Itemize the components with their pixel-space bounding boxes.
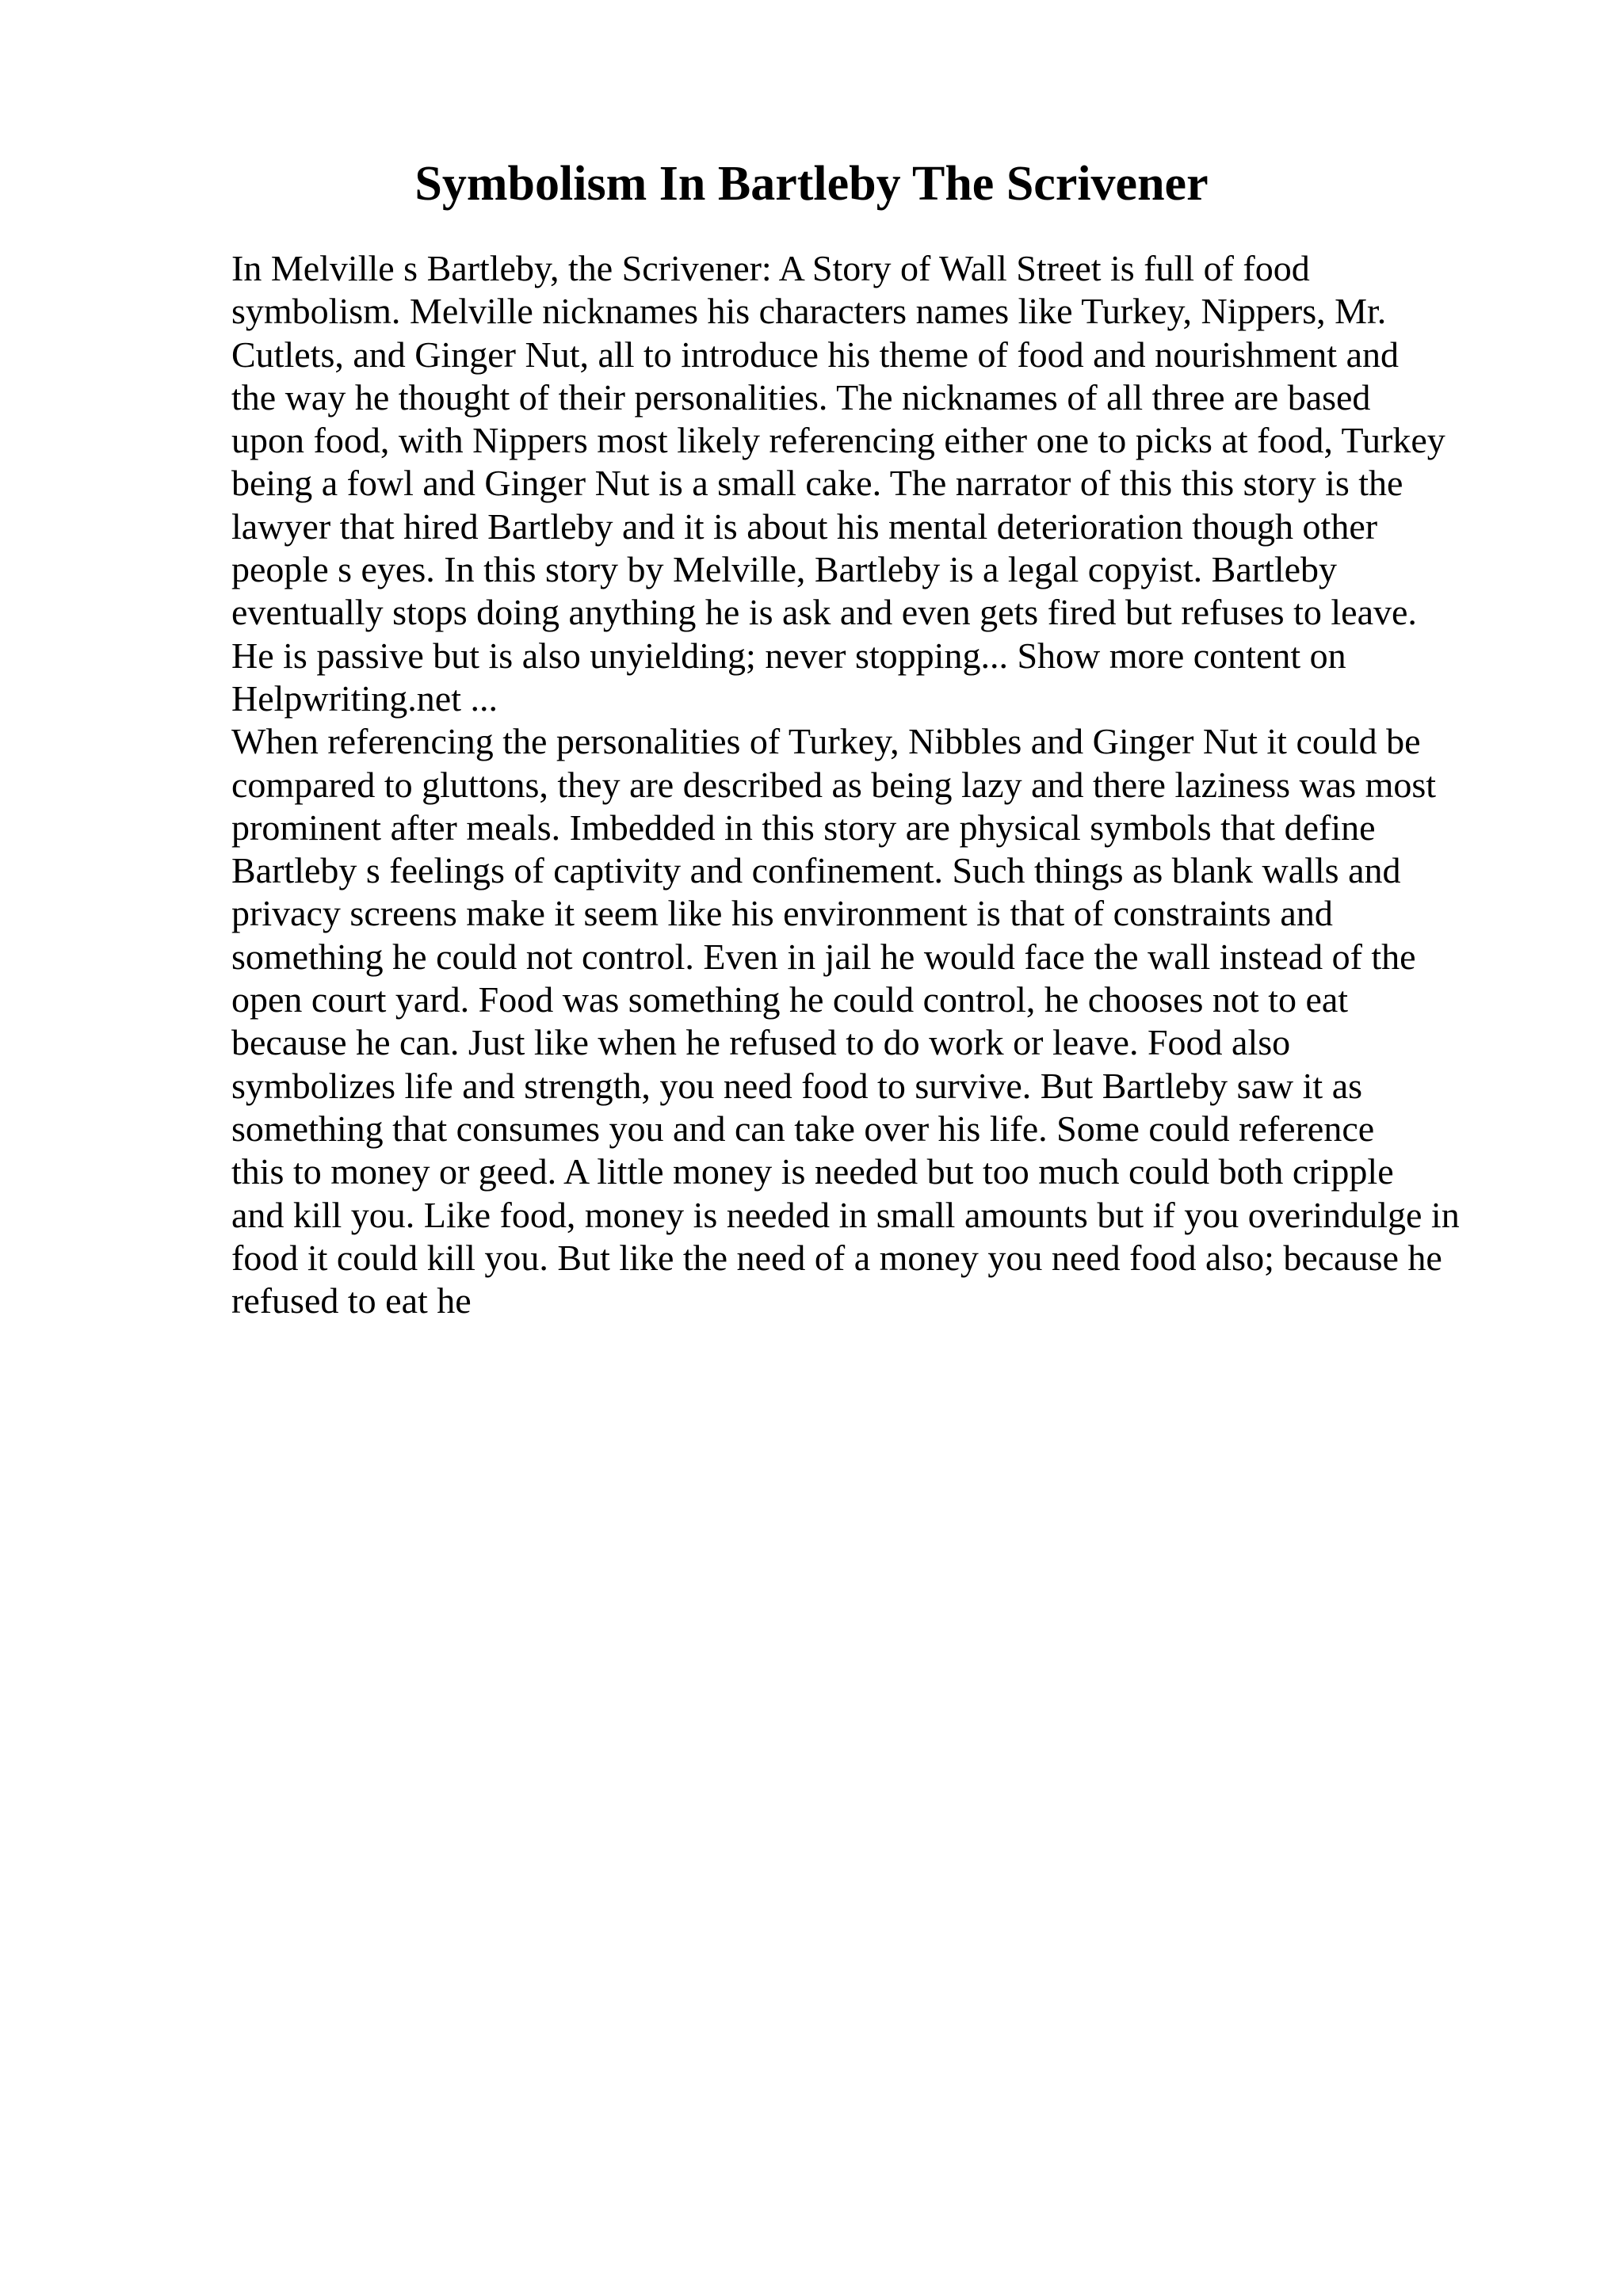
body-line: privacy screens make it seem like his environment is that of constraints and [231,893,1333,934]
body-line: Bartleby s feelings of captivity and confinement. Such things as blank walls and [231,850,1401,891]
body-line: because he can. Just like when he refused to do work or leave. Food also [231,1022,1291,1063]
body-line: prominent after meals. Imbedded in this story are physical symbols that define [231,807,1376,848]
body-line: compared to gluttons, they are described as being lazy and there laziness was most [231,764,1437,805]
body-line: refused to eat he [231,1280,472,1322]
document-title: Symbolism In Bartleby The Scrivener [414,157,1209,211]
body-line: eventually stops doing anything he is ask and even gets fired but refuses to leave. [231,592,1417,633]
body-line: and kill you. Like food, money is needed in small amounts but if you overindulge in [231,1194,1460,1235]
body-line: being a fowl and Ginger Nut is a small cake. The narrator of this this story is the [231,463,1403,504]
body-line: He is passive but is also unyielding; never stopping... Show more content on [231,635,1346,676]
source-link-line: Helpwriting.net ... [231,677,498,719]
body-line: symbolism. Melville nicknames his characters names like Turkey, Nippers, Mr. [231,291,1387,332]
body-line: open court yard. Food was something he could control, he chooses not to eat [231,979,1349,1020]
body-line: food it could kill you. But like the need of a money you need food also; because he [231,1237,1442,1278]
body-line: When referencing the personalities of Turkey, Nibbles and Ginger Nut it could be [231,721,1421,762]
body-line: upon food, with Nippers most likely referencing either one to picks at food, Turkey [231,420,1445,461]
body-line: something that consumes you and can take over his life. Some could reference [231,1108,1375,1149]
body-line: In Melville s Bartleby, the Scrivener: A Story of Wall Street is full of food [231,248,1310,288]
body-line: Cutlets, and Ginger Nut, all to introduce his theme of food and nourishment and [231,334,1399,375]
body-line: people s eyes. In this story by Melville, Bartleby is a legal copyist. Bartleby [231,549,1338,590]
body-line: something he could not control. Even in jail he would face the wall instead of the [231,936,1416,977]
body-line: symbolizes life and strength, you need food to survive. But Bartleby saw it as [231,1065,1363,1106]
body-line: lawyer that hired Bartleby and it is about his mental deterioration though other [231,505,1378,547]
document-body [231,247,1499,1322]
body-line: this to money or geed. A little money is needed but too much could both cripple [231,1151,1394,1192]
body-line: the way he thought of their personalities. The nicknames of all three are based [231,376,1371,418]
